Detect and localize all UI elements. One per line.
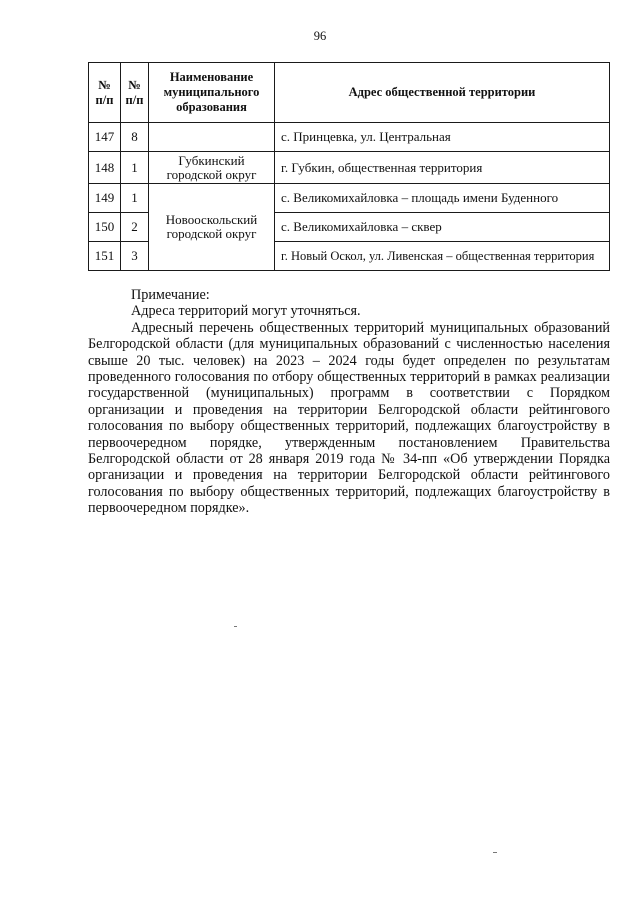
row-local-number: 1 xyxy=(121,152,149,184)
scan-speck xyxy=(234,626,237,627)
header-address: Адрес общественной территории xyxy=(275,63,610,123)
row-number: 149 xyxy=(89,184,121,213)
table-row xyxy=(89,152,610,184)
row-address: с. Принцевка, ул. Центральная xyxy=(275,123,610,152)
row-address: с. Великомихайловка – площадь имени Буденного xyxy=(275,184,610,213)
row-municipality-merged: Новооскольский городской округ xyxy=(149,184,275,271)
note-paragraph: Адресный перечень общественных территорий муниципальных образований Белгородской области (для муниципальных образований с численностью населения свыше 20 тыс. человек) на 2023 – 2024 годы будет определен по результатам проведенного голосования по отбору общественных территорий в рамках реализации государственной (муниципальных) программ в соответствии с Порядком организации и проведения на территории Белгородской области рейтингового голосования по выбору общественных территорий, подлежащих благоустройству в первоочередном порядке, утвержденным постановлением Правительства Белгородской области от 28 января 2019 года № 34-пп «Об утверждении Порядка организации и проведения на территории Белгородской области рейтингового голосования по выбору общественных территорий, подлежащих благоустройству в первоочередном порядке». xyxy=(88,319,610,517)
row-address: г. Губкин, общественная территория xyxy=(275,152,610,184)
note-title: Примечание: xyxy=(131,287,210,303)
row-number: 148 xyxy=(89,152,121,184)
row-number: 150 xyxy=(89,213,121,242)
row-number: 151 xyxy=(89,242,121,271)
note-line: Адреса территорий могут уточняться. xyxy=(131,303,361,320)
header-num-2: № п/п xyxy=(121,63,149,123)
row-municipality xyxy=(149,123,275,152)
row-municipality: Губкинский городской округ xyxy=(149,152,275,184)
row-address: г. Новый Оскол, ул. Ливенская – общественная территория xyxy=(275,242,610,271)
table-row xyxy=(89,184,610,213)
note-section xyxy=(88,287,610,517)
page-number: 96 xyxy=(313,29,327,43)
row-local-number: 8 xyxy=(121,123,149,152)
territories-table xyxy=(88,62,610,271)
header-num-1: № п/п xyxy=(89,63,121,123)
table-row xyxy=(89,123,610,152)
row-number: 147 xyxy=(89,123,121,152)
row-local-number: 3 xyxy=(121,242,149,271)
row-address: с. Великомихайловка – сквер xyxy=(275,213,610,242)
scan-speck xyxy=(493,852,497,853)
row-local-number: 1 xyxy=(121,184,149,213)
row-local-number: 2 xyxy=(121,213,149,242)
header-municipality: Наименование муниципального образования xyxy=(149,63,275,123)
table-header-row xyxy=(89,63,610,123)
